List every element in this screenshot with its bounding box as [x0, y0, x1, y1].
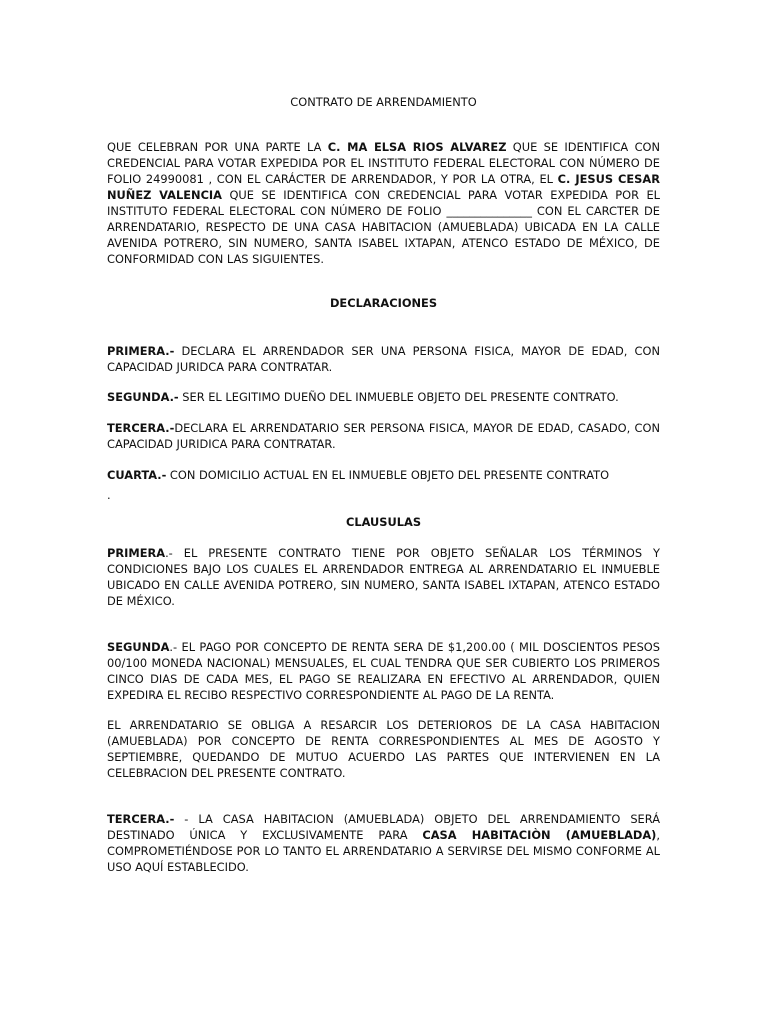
declaraciones-heading: DECLARACIONES — [329, 296, 438, 310]
clausula-tercera-label: TERCERA.- — [107, 812, 175, 826]
clausula-segunda: SEGUNDA.- EL PAGO POR CONCEPTO DE RENTA SERA DE $1,200.00 ( MIL DOSCIENTOS PESOS 00/100 MONEDA NACIONAL) MENSUALES, EL CUAL TENDRA QUE SER CUBIERTO LOS PRIMEROS CINCO DIAS DE CADA MES, EL PAGO SE REALIZARA EN EFECTIVO AL ARRENDADOR, QUIEN EXPEDIRA EL RECIBO RESPECTIVO CORRESPONDIENTE AL PAGO DE LA RENTA. — [107, 640, 660, 702]
declaracion-segunda-label: SEGUNDA.- — [107, 390, 179, 404]
document-title: CONTRATO DE ARRENDAMIENTO — [290, 95, 477, 109]
intro-text-1: QUE CELEBRAN POR UNA PARTE LA — [107, 140, 328, 154]
party-arrendador: C. MA ELSA RIOS ALVAREZ — [327, 140, 507, 154]
clausula-resarcir: EL ARRENDATARIO SE OBLIGA A RESARCIR LOS DETERIOROS DE LA CASA HABITACION (AMUEBLADA) POR CONCEPTO DE RENTA CORRESPONDIENTES AL MES DE AGOSTO Y SEPTIEMBRE, QUEDANDO DE MUTUO ACUERDO LAS PARTES QUE INTERVIENEN EN LA CELEBRACION DEL PRESENTE CONTRATO. — [107, 718, 660, 780]
intro-text-3: QUE SE IDENTIFICA CON CREDENCIAL PARA VOTAR EXPEDIDA POR EL INSTITUTO FEDERAL ELECTORAL CON NÚMERO DE FOLIO _______________ CON EL CARCTER DE ARRENDATARIO, RESPECTO DE UNA CASA HABITACION (AMUEBLADA) UBICADA EN LA CALLE AVENIDA POTRERO, SIN NUMERO, SANTA ISABEL IXTAPAN, ATENCO ESTADO DE MÉXICO, DE CONFORMIDAD CON LAS SIGUIENTES. — [107, 188, 660, 266]
uso-casa-habitacion: CASA HABITACIÒN (AMUEBLADA) — [422, 828, 657, 842]
clausula-primera: PRIMERA.- EL PRESENTE CONTRATO TIENE POR OBJETO SEÑALAR LOS TÉRMINOS Y CONDICIONES BAJO LOS CUALES EL ARRENDADOR ENTREGA AL ARRENDATARIO EL INMUEBLE UBICADO EN CALLE AVENIDA POTRERO, SIN NUMERO, SANTA ISABEL IXTAPAN, ATENCO ESTADO DE MÉXICO. — [107, 546, 660, 608]
declaracion-segunda: SEGUNDA.- SER EL LEGITIMO DUEÑO DEL INMUEBLE OBJETO DEL PRESENTE CONTRATO. — [107, 390, 619, 404]
declaracion-cuarta: CUARTA.- CON DOMICILIO ACTUAL EN EL INMUEBLE OBJETO DEL PRESENTE CONTRATO — [107, 468, 610, 482]
declaracion-cuarta-trailing: . — [107, 488, 111, 502]
clausula-primera-label: PRIMERA — [107, 546, 166, 560]
intro-paragraph — [107, 139, 660, 267]
clausula-segunda-label: SEGUNDA — [107, 640, 170, 654]
declaracion-tercera: TERCERA.-DECLARA EL ARRENDATARIO SER PERSONA FISICA, MAYOR DE EDAD, CASADO, CON CAPACIDAD JURIDICA PARA CONTRATAR. — [107, 421, 660, 451]
declaracion-primera: PRIMERA.- DECLARA EL ARRENDADOR SER UNA PERSONA FISICA, MAYOR DE EDAD, CON CAPACIDAD JURIDCA PARA CONTRATAR. — [107, 344, 660, 374]
party-arrendatario: C. JESUS CESAR NUÑEZ VALENCIA — [107, 172, 660, 202]
intro-text-2: QUE SE IDENTIFICA CON CREDENCIAL PARA VOTAR EXPEDIDA POR EL INSTITUTO FEDERAL ELECTORAL CON NÚMERO DE FOLIO 24990081 , CON EL CARÁCTER DE ARRENDADOR, Y POR LA OTRA, EL — [107, 140, 661, 186]
clausulas-heading: CLAUSULAS — [345, 515, 422, 529]
clausula-tercera: TERCERA.- - LA CASA HABITACION (AMUEBLADA) OBJETO DEL ARRENDAMIENTO SERÁ DESTINADO ÚNICA Y EXCLUSIVAMENTE PARA CASA HABITACIÒN (AMUEBLADA), COMPROMETIÉNDOSE POR LO TANTO EL ARRENDATARIO A SERVIRSE DEL MISMO CONFORME AL USO AQUÍ ESTABLECIDO. — [107, 812, 660, 874]
declaracion-tercera-label: TERCERA.- — [107, 421, 175, 435]
declaracion-primera-label: PRIMERA.- — [107, 344, 175, 358]
declaracion-cuarta-label: CUARTA.- — [107, 468, 167, 482]
